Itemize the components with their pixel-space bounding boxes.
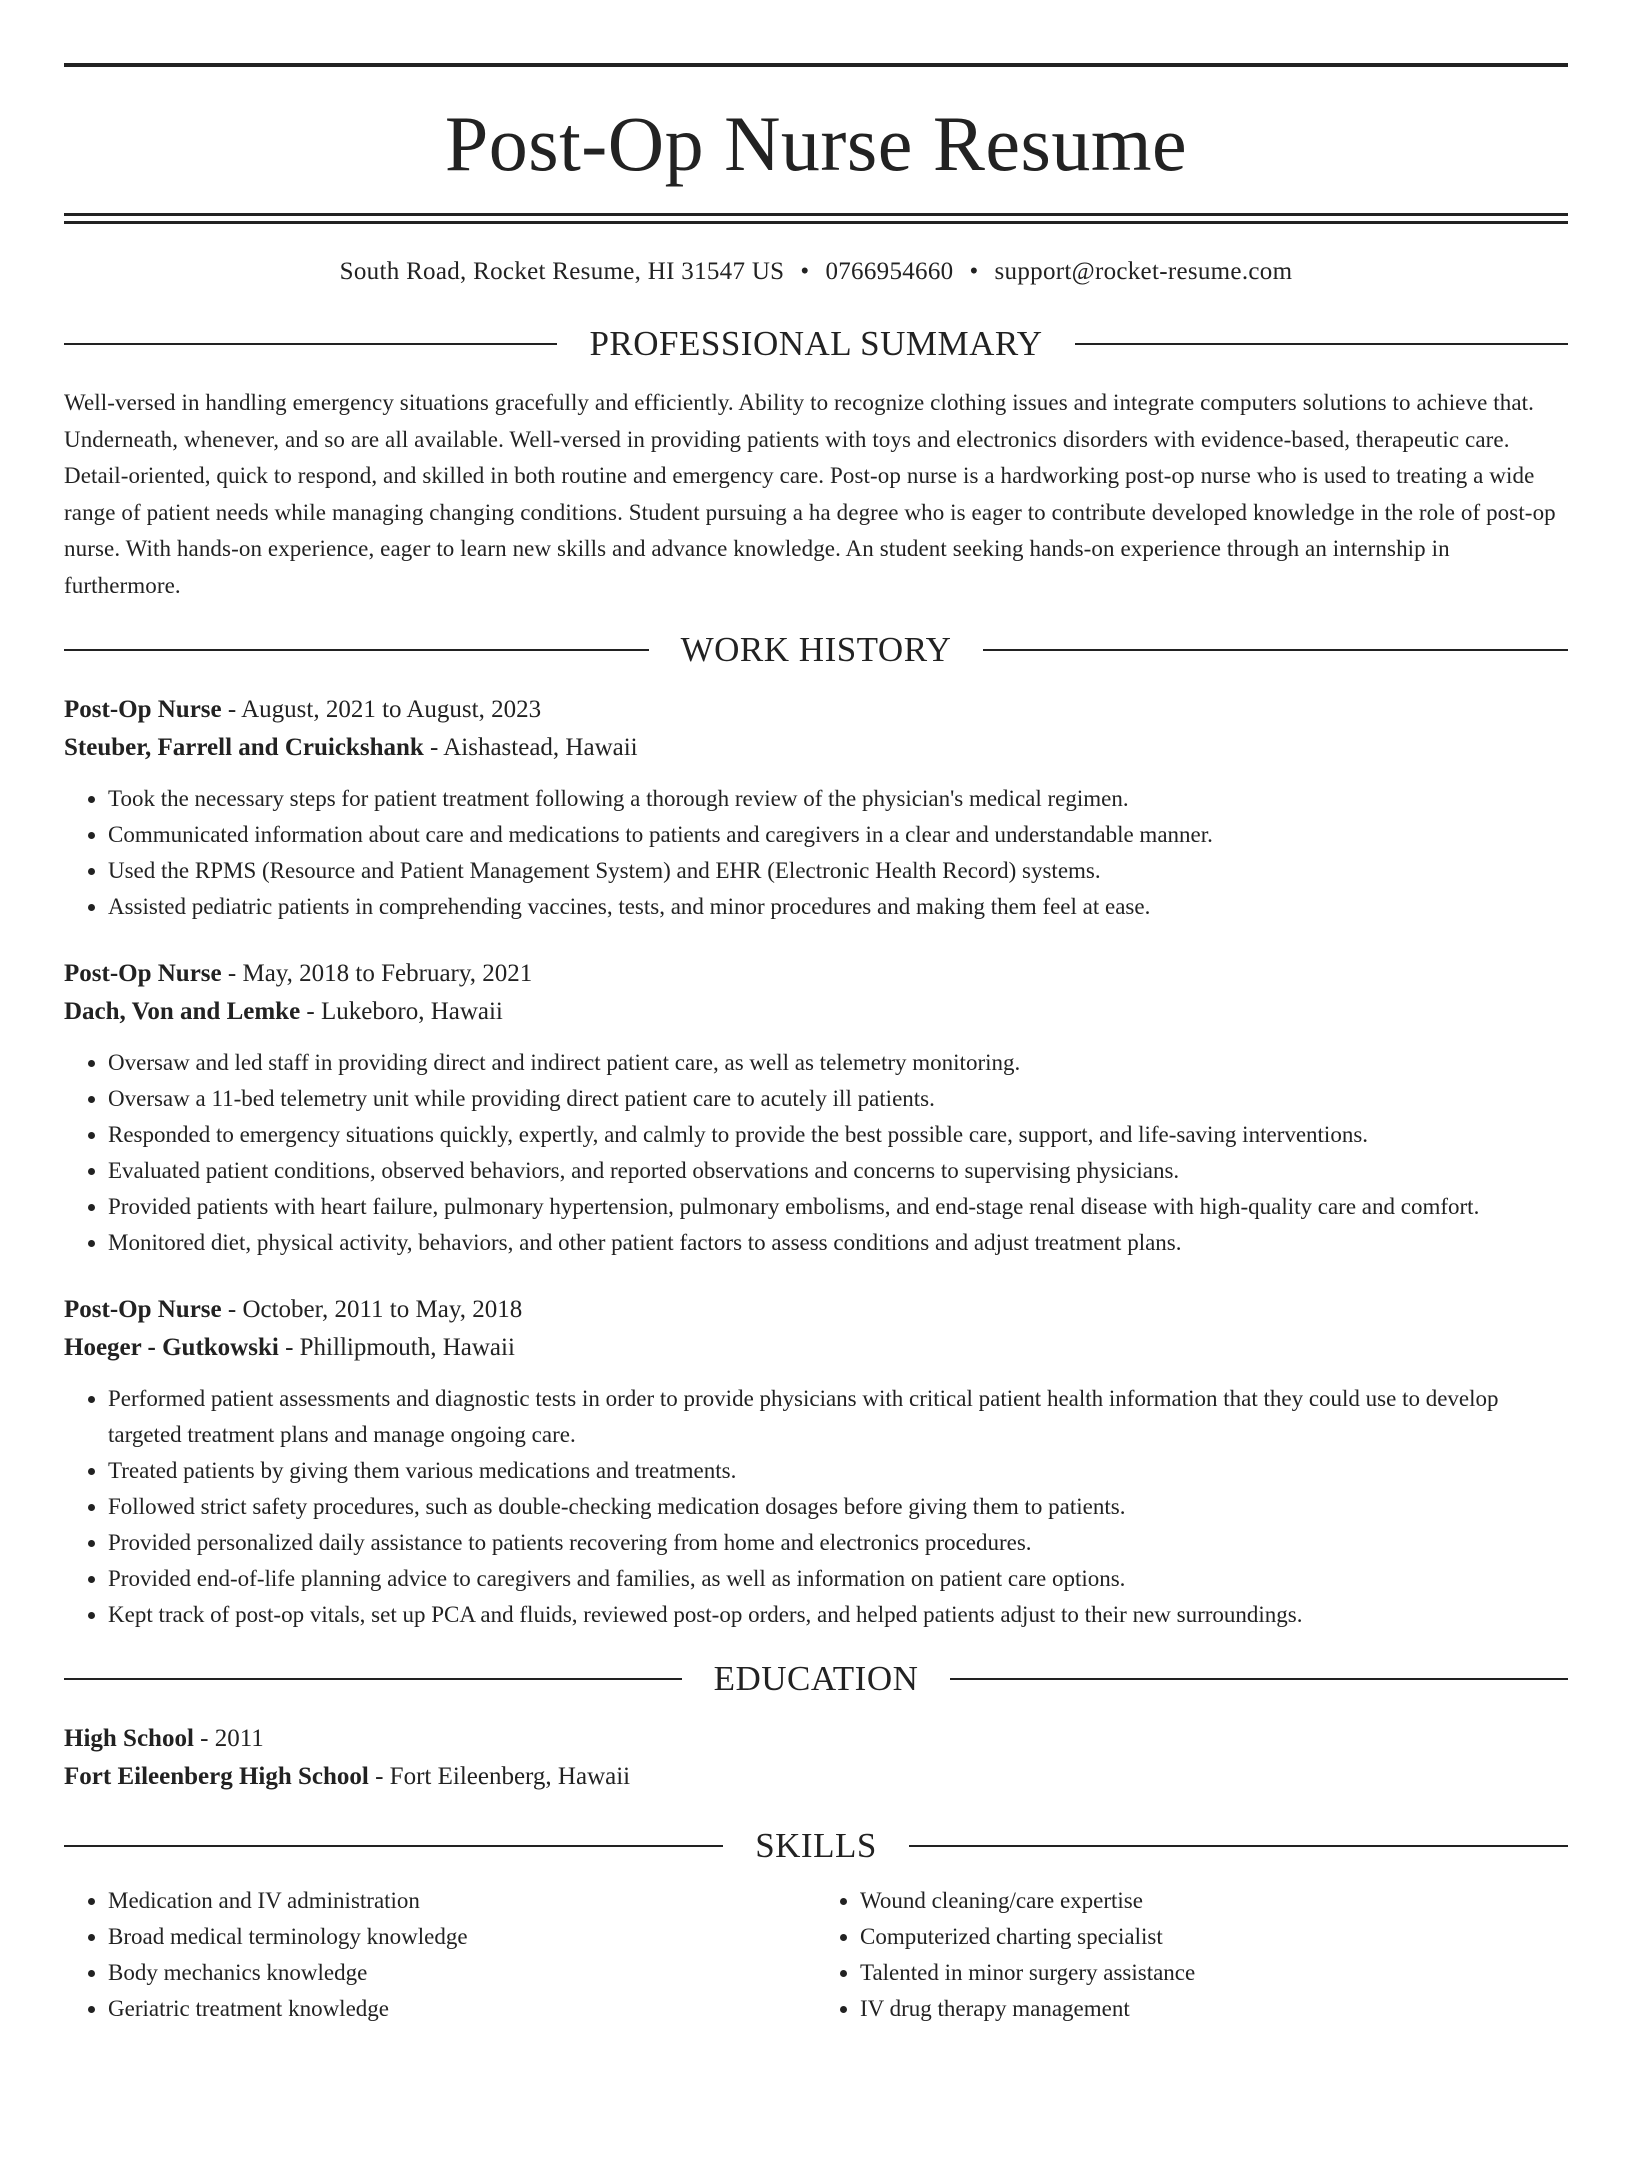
contact-line (64, 258, 1568, 286)
summary-text: Well-versed in handling emergency situations gracefully and efficiently. Ability to recognize clothing issues and integrate computers solutions to achieve that. Underneath, whenever, and so are all available. Well-versed in providing patients with toys and electronics disorders with evidence-based, therapeutic care. Detail-oriented, quick to respond, and skilled in both routine and emergency care. Post-op nurse is a hardworking post-op nurse who is used to treating a wide range of patient needs while managing changing conditions. Student pursuing a ha degree who is eager to contribute developed knowledge in the role of post-op nurse. With hands-on experience, eager to learn new skills and advance knowledge. An student seeking hands-on experience through an internship in furthermore. (64, 390, 1556, 598)
skills-column-right (816, 1883, 1568, 2027)
summary-heading (64, 326, 1568, 361)
education-year: - 2011 (193, 1725, 264, 1752)
heading-rule (909, 1845, 1568, 1847)
skill-item: • Body mechanics knowledge (108, 1955, 816, 1991)
job-title: Post-Op Nurse (64, 1296, 222, 1323)
list-item: • Responded to emergency situations quickly, expertly, and calmly to provide the best possible care, support, and life-saving interventions. (108, 1117, 1568, 1153)
job-dates: - May, 2018 to February, 2021 (221, 960, 533, 987)
skill-item: • Broad medical terminology knowledge (108, 1919, 816, 1955)
job-location: - Phillipmouth, Hawaii (278, 1334, 515, 1361)
list-item: • Communicated information about care and medications to patients and caregivers in a clear and understandable manner. (108, 817, 1568, 853)
skills-heading (64, 1828, 1568, 1863)
heading-rule (1075, 343, 1568, 345)
heading-rule (64, 343, 557, 345)
education-school-line (64, 1758, 1568, 1796)
education-school: Fort Eileenberg High School (64, 1763, 369, 1790)
education-degree: High School (64, 1725, 194, 1752)
heading-rule (64, 649, 649, 651)
job-company-line (64, 729, 1568, 767)
title-double-rule (64, 213, 1568, 224)
contact-separator: • (969, 258, 979, 285)
skills-column-left (64, 1883, 816, 2027)
heading-rule (64, 1845, 723, 1847)
education-entry (64, 1720, 1568, 1796)
list-item: • Took the necessary steps for patient treatment following a thorough review of the physician's medical regimen. (108, 781, 1568, 817)
job-entry (64, 955, 1568, 1261)
list-item: • Provided patients with heart failure, pulmonary hypertension, pulmonary embolisms, and end-stage renal disease with high-quality care and comfort. (108, 1189, 1568, 1225)
education-location: - Fort Eileenberg, Hawaii (368, 1763, 631, 1790)
job-title-line (64, 691, 1568, 729)
job-bullets (64, 1381, 1568, 1633)
job-entry (64, 1291, 1568, 1633)
job-company-line (64, 1329, 1568, 1367)
job-dates: - August, 2021 to August, 2023 (221, 696, 542, 723)
list-item: • Provided end-of-life planning advice to caregivers and families, as well as information on patient care options. (108, 1561, 1568, 1597)
education-heading-text: EDUCATION (713, 1659, 919, 1698)
job-location: - Aishastead, Hawaii (423, 734, 638, 761)
job-company-line (64, 993, 1568, 1031)
skills-heading-text: SKILLS (755, 1826, 877, 1865)
list-item: • Provided personalized daily assistance to patients recovering from home and electronics procedures. (108, 1525, 1568, 1561)
list-item: • Oversaw a 11-bed telemetry unit while providing direct patient care to acutely ill patients. (108, 1081, 1568, 1117)
job-title: Post-Op Nurse (64, 960, 222, 987)
skill-item: • IV drug therapy management (860, 1991, 1568, 2027)
list-item: • Assisted pediatric patients in comprehending vaccines, tests, and minor procedures and making them feel at ease. (108, 889, 1568, 925)
list-item: • Performed patient assessments and diagnostic tests in order to provide physicians with critical patient health information that they could use to develop targeted treatment plans and manage ongoing care. (108, 1381, 1568, 1453)
list-item: • Oversaw and led staff in providing direct and indirect patient care, as well as telemetry monitoring. (108, 1045, 1568, 1081)
skills-list (64, 1883, 1568, 2027)
contact-separator: • (800, 258, 810, 285)
heading-rule (950, 1678, 1568, 1680)
skill-item: • Geriatric treatment knowledge (108, 1991, 816, 2027)
skill-item: • Computerized charting specialist (860, 1919, 1568, 1955)
list-item: • Treated patients by giving them various medications and treatments. (108, 1453, 1568, 1489)
education-heading (64, 1661, 1568, 1696)
work-history-heading-text: WORK HISTORY (680, 630, 952, 669)
list-item: • Kept track of post-op vitals, set up PCA and fluids, reviewed post-op orders, and helped patients adjust to their new surroundings. (108, 1597, 1568, 1633)
top-rule (64, 63, 1568, 67)
summary-heading-text: PROFESSIONAL SUMMARY (589, 324, 1043, 363)
heading-rule (64, 1678, 682, 1680)
work-history-heading (64, 632, 1568, 667)
list-item: • Followed strict safety procedures, such as double-checking medication dosages before giving them to patients. (108, 1489, 1568, 1525)
list-item: • Evaluated patient conditions, observed behaviors, and reported observations and concerns to supervising physicians. (108, 1153, 1568, 1189)
list-item: • Used the RPMS (Resource and Patient Management System) and EHR (Electronic Health Record) systems. (108, 853, 1568, 889)
skill-item: • Wound cleaning/care expertise (860, 1883, 1568, 1919)
phone: 0766954660 (825, 258, 954, 285)
job-entry (64, 691, 1568, 925)
job-title-line (64, 955, 1568, 993)
job-company: Steuber, Farrell and Cruickshank (64, 734, 424, 761)
job-title-line (64, 1291, 1568, 1329)
education-degree-line (64, 1720, 1568, 1758)
address: South Road, Rocket Resume, HI 31547 US (339, 258, 785, 285)
skill-item: • Medication and IV administration (108, 1883, 816, 1919)
email-link[interactable]: support@rocket-resume.com (994, 258, 1293, 285)
heading-rule (983, 649, 1568, 651)
job-bullets (64, 1045, 1568, 1261)
job-company: Hoeger - Gutkowski (64, 1334, 279, 1361)
resume-title: Post-Op Nurse Resume (444, 100, 1188, 187)
job-company: Dach, Von and Lemke (64, 998, 301, 1025)
resume-page (0, 63, 1632, 2175)
job-title: Post-Op Nurse (64, 696, 222, 723)
list-item: • Monitored diet, physical activity, behaviors, and other patient factors to assess conditions and adjust treatment plans. (108, 1225, 1568, 1261)
job-dates: - October, 2011 to May, 2018 (221, 1296, 523, 1323)
skill-item: • Talented in minor surgery assistance (860, 1955, 1568, 1991)
job-bullets (64, 781, 1568, 925)
job-location: - Lukeboro, Hawaii (300, 998, 503, 1025)
